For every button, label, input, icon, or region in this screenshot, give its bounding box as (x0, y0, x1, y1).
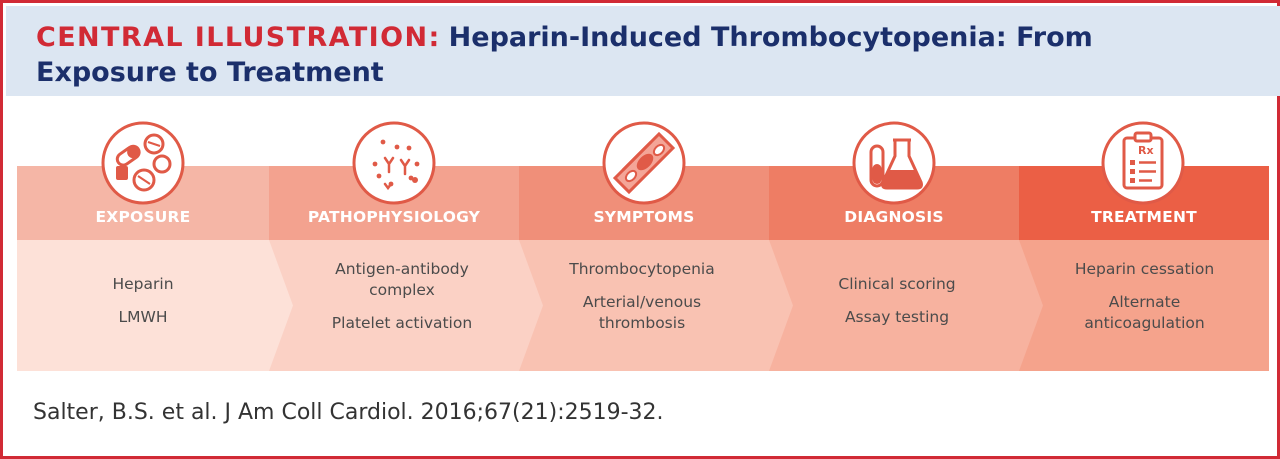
stage-text-pathophysiology (317, 259, 487, 334)
stage-label-treatment: TREATMENT (1091, 208, 1197, 226)
central-illustration-label: CENTRAL ILLUSTRATION: (36, 22, 441, 53)
stage-text-exposure (17, 274, 269, 328)
title-line-1: Heparin-Induced Thrombocytopenia: From (448, 22, 1093, 53)
test-tube-flask-icon (851, 120, 937, 206)
title-line-2: Exposure to Treatment (36, 57, 384, 88)
stage-item: Arterial/venous thrombosis (582, 293, 702, 332)
blood-vessel-clot-icon (601, 120, 687, 206)
header (6, 6, 1280, 96)
pills-capsule-icon (100, 120, 186, 206)
stage-item: Alternate anticoagulation (1084, 293, 1205, 332)
stage-item: LMWH (118, 308, 168, 326)
stage-label-exposure: EXPOSURE (95, 208, 191, 226)
stage-item: Clinical scoring (838, 275, 956, 293)
stage-text-diagnosis (807, 274, 987, 328)
title (36, 20, 1280, 56)
stage-item: Heparin cessation (1074, 260, 1215, 278)
stage-label-symptoms: SYMPTOMS (593, 208, 695, 226)
stage-text-treatment (1057, 259, 1232, 334)
stage-item: Antigen-antibody complex (335, 260, 469, 299)
stage-text-symptoms (562, 259, 722, 334)
svg-text:Rx: Rx (1138, 144, 1154, 157)
stage-item: Assay testing (844, 308, 950, 326)
citation: Salter, B.S. et al. J Am Coll Cardiol. 2016;67(21):2519-32. (33, 400, 664, 425)
antibody-platelet-icon (351, 120, 437, 206)
stage-item: Thrombocytopenia (569, 260, 715, 278)
stage-item: Heparin (112, 275, 174, 293)
stage-item: Platelet activation (331, 314, 473, 332)
stage-label-pathophysiology: PATHOPHYSIOLOGY (307, 208, 481, 226)
stage-label-diagnosis: DIAGNOSIS (844, 208, 944, 226)
prescription-clipboard-icon (1100, 120, 1186, 206)
